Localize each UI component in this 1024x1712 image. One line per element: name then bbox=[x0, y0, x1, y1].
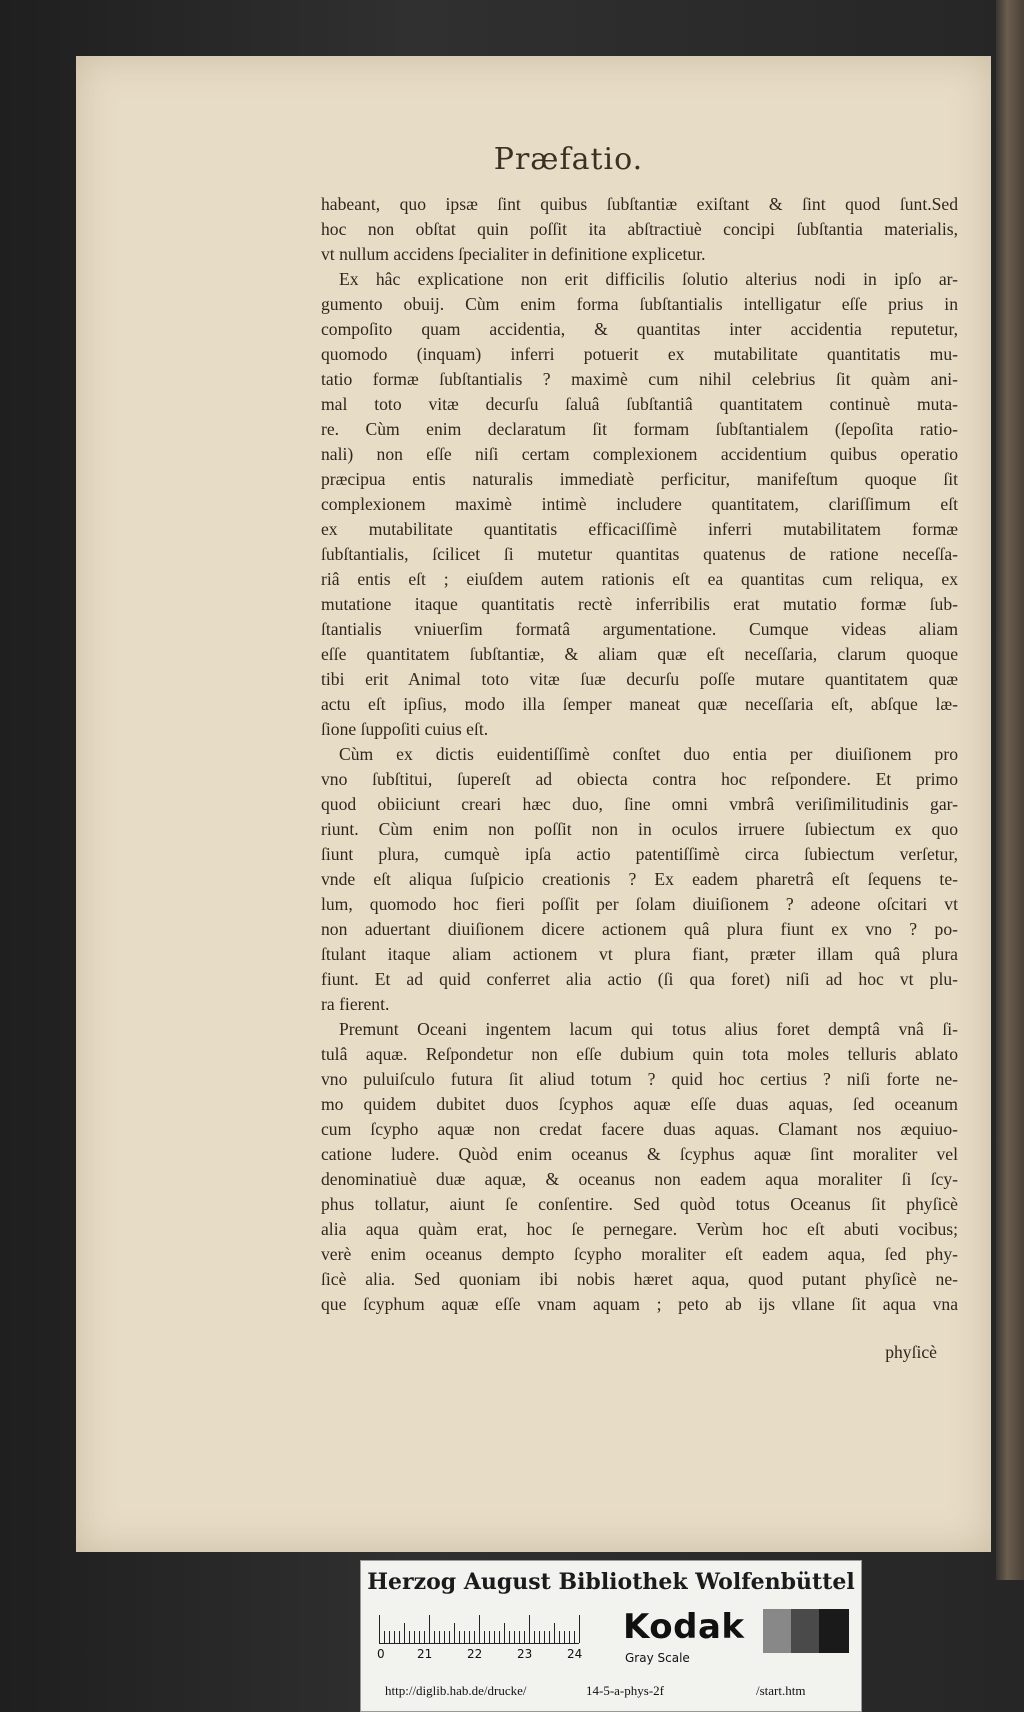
text-line: ſtulant itaque aliam actionem vt plura fiant, præter illam quâ plura bbox=[321, 944, 958, 964]
ruler-tick bbox=[409, 1631, 410, 1643]
ruler-tick bbox=[454, 1623, 455, 1643]
text-line: tibi erit Animal toto vitæ ſuæ decurſu poſſe mutare quantitatem quæ bbox=[321, 669, 958, 689]
text-line: mutatione itaque quantitatis rectè inferribilis erat mutatio formæ ſub- bbox=[321, 594, 958, 614]
text-line: verè enim oceanus dempto ſcypho moraliter eſt eadem aqua, ſed phy- bbox=[321, 1244, 958, 1264]
text-line: ſiunt plura, cumquè ipſa actio patentiſſimè circa ſubiectum verſetur, bbox=[321, 844, 958, 864]
ruler-tick bbox=[394, 1631, 395, 1643]
text-line: complexionem maximè intimè includere quantitatem, clariſſimum eſt bbox=[321, 494, 958, 514]
text-line: vt nullum accidens ſpecialiter in definitione explicetur. bbox=[321, 244, 706, 264]
text-line: phus tollatur, aiunt ſe conſentire. Sed quòd totus Oceanus ſit phyſicè bbox=[321, 1194, 958, 1214]
ruler-tick bbox=[479, 1615, 480, 1643]
ruler-tick bbox=[434, 1631, 435, 1643]
text-line: mal toto vitæ decurſu ſaluâ ſubſtantiâ quantitatem continuè muta- bbox=[321, 394, 958, 414]
text-line: denominatiuè duæ aquæ, & oceanus non eadem aqua moraliter ſi ſcy- bbox=[321, 1169, 958, 1189]
ruler-tick bbox=[469, 1631, 470, 1643]
text-line: actu eſt ipſius, modo illa ſemper maneat quæ neceſſaria eſt, abſque læ- bbox=[321, 694, 958, 714]
ruler-labels bbox=[377, 1647, 583, 1663]
gray-scale-label: Gray Scale bbox=[625, 1651, 690, 1665]
ruler-tick bbox=[389, 1631, 390, 1643]
text-line: quomodo (inquam) inferri potuerit ex mutabilitate quantitatis mu- bbox=[321, 344, 958, 364]
text-line: ſione ſuppoſiti cuius eſt. bbox=[321, 719, 489, 739]
ruler-tick bbox=[399, 1631, 400, 1643]
ruler-tick bbox=[504, 1623, 505, 1643]
card-footer bbox=[361, 1679, 861, 1705]
shelfmark: 14-5-a-phys-2f bbox=[586, 1683, 664, 1698]
text-line: vnde eſt aliqua ſuſpicio creationis ? Ex eadem pharetrâ eſt ſequens te- bbox=[321, 869, 958, 889]
ruler-tick bbox=[444, 1631, 445, 1643]
ruler-tick bbox=[474, 1631, 475, 1643]
ruler-label: 23 bbox=[517, 1647, 533, 1661]
ruler-tick bbox=[574, 1631, 575, 1643]
url-left: http://diglib.hab.de/drucke/ bbox=[385, 1683, 527, 1698]
ruler-tick bbox=[514, 1631, 515, 1643]
text-line: catione ludere. Quòd enim oceanus & ſcyphus aquæ ſint moraliter vel bbox=[321, 1144, 958, 1164]
text-line: ra fierent. bbox=[321, 994, 390, 1014]
ruler-tick bbox=[379, 1615, 380, 1643]
ruler-tick bbox=[494, 1631, 495, 1643]
gray-swatch-black bbox=[819, 1609, 849, 1653]
text-line: præcipua entis naturalis immediatè perficitur, manifeſtum quoque ſit bbox=[321, 469, 958, 489]
ruler-tick bbox=[509, 1631, 510, 1643]
text-line: non aduertant diuiſionem dicere actionem quâ plura fiunt ex vno ? po- bbox=[321, 919, 958, 939]
ruler-tick bbox=[414, 1631, 415, 1643]
ruler-tick bbox=[549, 1631, 550, 1643]
text-line: ex mutabilitate quantitatis efficaciſſimè inferri mutabilitatem formæ bbox=[321, 519, 958, 539]
ruler-tick bbox=[484, 1631, 485, 1643]
text-line: cum ſcypho aquæ non credat facere duas aquas. Clamant nos æquiuo- bbox=[321, 1119, 958, 1139]
text-line: fiunt. Et ad quid conferret alia actio (ſi qua foret) niſi ad hoc vt plu- bbox=[321, 969, 958, 989]
text-line: Ex hâc explicatione non erit difficilis ſolutio alterius nodi in ipſo ar- bbox=[339, 269, 958, 289]
book-edge bbox=[996, 0, 1024, 1580]
text-line: nali) non eſſe niſi certam complexionem accidentium quibus operatio bbox=[321, 444, 958, 464]
text-line: riunt. Cùm enim non poſſit non in oculos irruere ſubiectum ex quo bbox=[321, 819, 958, 839]
text-line: hoc non obſtat quin poſſit ita abſtractiuè concipi ſubſtantia materialis, bbox=[321, 219, 958, 239]
ruler-label: 24 bbox=[567, 1647, 583, 1661]
ruler-tick bbox=[554, 1623, 555, 1643]
ruler-tick bbox=[464, 1631, 465, 1643]
ruler-label: 0 bbox=[377, 1647, 385, 1661]
text-line: vno puluiſculo futura ſit aliud totum ? quid hoc certius ? niſi forte ne- bbox=[321, 1069, 958, 1089]
ruler-tick bbox=[569, 1631, 570, 1643]
text-line: tatio formæ ſubſtantialis ? maximè cum nihil celebrius ſit quàm ani- bbox=[321, 369, 958, 389]
ruler bbox=[379, 1611, 579, 1644]
gray-swatch-dark bbox=[791, 1609, 819, 1653]
ruler-tick bbox=[424, 1631, 425, 1643]
running-header: Præfatio. bbox=[493, 142, 644, 177]
body-text bbox=[321, 192, 958, 1317]
library-name: Herzog August Bibliothek Wolfenbüttel bbox=[367, 1569, 855, 1595]
text-line: ſtantialis vniuerſim formatâ argumentatione. Cumque videas aliam bbox=[321, 619, 958, 639]
text-line: alia aqua quàm erat, hoc ſe pernegare. Verùm hoc eſt abuti vocibus; bbox=[321, 1219, 958, 1239]
text-line: riâ entis eſt ; eiuſdem autem rationis eſt ea quantitas cum reliqua, ex bbox=[321, 569, 958, 589]
ruler-tick bbox=[384, 1631, 385, 1643]
ruler-label: 21 bbox=[417, 1647, 433, 1661]
ruler-tick bbox=[539, 1631, 540, 1643]
text-line: tulâ aquæ. Reſpondetur non eſſe dubium quin tota moles telluris ablato bbox=[321, 1044, 958, 1064]
text-line: eſſe quantitatem ſubſtantiæ, & aliam quæ eſt neceſſaria, clarum quoque bbox=[321, 644, 958, 664]
text-line: gumento obuij. Cùm enim forma ſubſtantialis intelligatur eſſe prius in bbox=[321, 294, 958, 314]
kodak-logo: Kodak bbox=[623, 1607, 745, 1647]
ruler-tick bbox=[404, 1623, 405, 1643]
ruler-tick bbox=[519, 1631, 520, 1643]
ruler-tick bbox=[499, 1631, 500, 1643]
ruler-tick bbox=[579, 1615, 580, 1643]
gray-swatch-mid bbox=[763, 1609, 791, 1653]
ruler-tick bbox=[429, 1615, 430, 1643]
text-line: vno ſubſtitui, ſupereſt ad obiecta contra hoc reſpondere. Et primo bbox=[321, 769, 958, 789]
ruler-tick bbox=[529, 1615, 530, 1643]
book-page bbox=[76, 56, 991, 1552]
url-right: /start.htm bbox=[756, 1683, 806, 1698]
text-line: mo quidem dubitet duos ſcyphos aquæ eſſe duas aquas, ſed oceanum bbox=[321, 1094, 958, 1114]
text-line: que ſcyphum aquæ eſſe vnam aquam ; peto ab ijs vllane ſit aqua vna bbox=[321, 1294, 958, 1314]
ruler-tick bbox=[419, 1631, 420, 1643]
ruler-tick bbox=[534, 1631, 535, 1643]
text-line: ſubſtantialis, ſcilicet ſi mutetur quantitas quatenus de ratione neceſſa- bbox=[321, 544, 958, 564]
ruler-tick bbox=[489, 1631, 490, 1643]
text-line: quod obiiciunt creari hæc duo, ſine omni vmbrâ veriſimilitudinis gar- bbox=[321, 794, 958, 814]
text-line: Premunt Oceani ingentem lacum qui totus alius foret demptâ vnâ ſi- bbox=[339, 1019, 958, 1039]
ruler-tick bbox=[564, 1631, 565, 1643]
ruler-tick bbox=[449, 1631, 450, 1643]
ruler-tick bbox=[459, 1631, 460, 1643]
text-line: lum, quomodo hoc fieri poſſit per ſolam diuiſionem ? adeone oſcitari vt bbox=[321, 894, 958, 914]
ruler-tick bbox=[524, 1631, 525, 1643]
ruler-tick bbox=[544, 1631, 545, 1643]
library-target-card bbox=[360, 1560, 862, 1712]
text-line: compoſito quam accidentia, & quantitas inter accidentia reputetur, bbox=[321, 319, 958, 339]
text-line: re. Cùm enim declaratum ſit formam ſubſtantialem (ſepoſita ratio- bbox=[321, 419, 958, 439]
catchword: phyſicè bbox=[885, 1342, 937, 1362]
text-line: habeant, quo ipsæ ſint quibus ſubſtantiæ exiſtant & ſint quod ſunt.Sed bbox=[321, 194, 958, 214]
text-line: ſicè alia. Sed quoniam ibi nobis hæret aqua, quod putant phyſicè ne- bbox=[321, 1269, 958, 1289]
text-line: Cùm ex dictis euidentiſſimè conſtet duo entia per diuiſionem pro bbox=[339, 744, 958, 764]
ruler-label: 22 bbox=[467, 1647, 483, 1661]
ruler-tick bbox=[439, 1631, 440, 1643]
ruler-tick bbox=[559, 1631, 560, 1643]
